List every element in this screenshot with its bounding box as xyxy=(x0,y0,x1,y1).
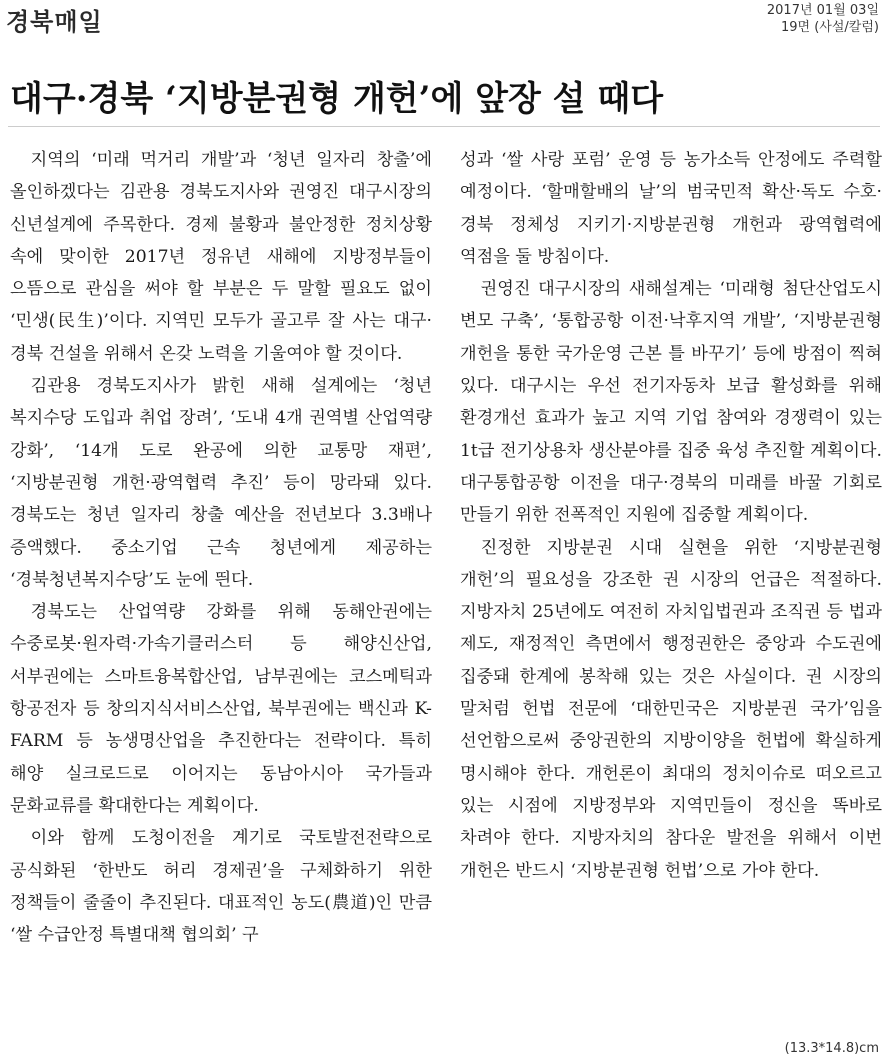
paragraph: 이와 함께 도청이전을 계기로 국토발전전략으로 공식화된 ‘한반도 허리 경제권’을 구체화하기 위한 정책들이 줄줄이 추진된다. 대표적인 농도(農道)인 만큼 ‘쌀 수급안정 특별대책 협의회’ 구 xyxy=(10,828,432,946)
article-size-note: (13.3*14.8)cm xyxy=(784,1041,879,1056)
paragraph-continued: 성과 ‘쌀 사랑 포럼’ 운영 등 농가소득 안정에도 주력할 예정이다. ‘할매할배의 날’의 범국민적 확산·독도 수호·경북 정체성 지키기·지방분권형 개헌과 광역협력에 역점을 둘 방침이다. xyxy=(460,150,882,267)
paragraph: 진정한 지방분권 시대 실현을 위한 ‘지방분권형 개헌’의 필요성을 강조한 권 시장의 언급은 적절하다. 지방자치 25년에도 여전히 자치입법권과 조직권 등 법과 제도, 재정적인 측면에서 행정권한은 중앙과 수도권에 집중돼 한계에 봉착해 있는 것은 사실이다. 권 시장의 말처럼 헌법 전문에 ‘대한민국은 지방분권 국가’임을 선언함으로써 중앙권한의 지방이양을 헌법에 확실하게 명시해야 한다. 개헌론이 최대의 정치이슈로 떠오르고 있는 시점에 지방정부와 지역민들이 정신을 똑바로 차려야 한다. 지방자치의 참다운 발전을 위해서 이번 개헌은 반드시 ‘지방분권형 헌법’으로 가야 한다. xyxy=(460,537,882,881)
article-headline: 대구·경북 ‘지방분권형 개헌’에 앞장 설 때다 xyxy=(10,78,664,119)
paragraph: 지역의 ‘미래 먹거리 개발’과 ‘청년 일자리 창출’에 올인하겠다는 김관용 경북도지사와 권영진 대구시장의 신년설계에 주목한다. 경제 불황과 불안정한 정치상황 속에 맞이한 2017년 정유년 새해에 지방정부들이 으뜸으로 관심을 써야 할 부분은 두 말할 필요도 없이 ‘민생(民生)’이다. 지역민 모두가 골고루 잘 사는 대구·경북 건설을 위해서 온갖 노력을 기울여야 할 것이다. xyxy=(10,150,432,364)
page-section: 19면 (사설/칼럼) xyxy=(781,20,879,35)
paragraph: 권영진 대구시장의 새해설계는 ‘미래형 첨단산업도시 변모 구축’, ‘통합공항 이전·낙후지역 개발’, ‘지방분권형 개헌을 통한 국가운영 근본 틀 바꾸기’ 등에 방점이 찍혀 있다. 대구시는 우선 전기자동차 보급 활성화를 위해 환경개선 효과가 높고 지역 기업 참여와 경쟁력이 있는 1t급 전기상용차 생산분야를 집중 육성 추진할 계획이다. 대구통합공항 이전을 대구·경북의 미래를 바꿀 기회로 만들기 위한 전폭적인 지원에 집중할 계획이다. xyxy=(460,279,882,526)
headline-divider xyxy=(8,126,880,127)
publish-date: 2017년 01월 03일 xyxy=(766,3,879,18)
article-meta xyxy=(767,2,879,36)
article-column-left xyxy=(10,144,432,951)
paragraph: 경북도는 산업역량 강화를 위해 동해안권에는 수중로봇·원자력·가속기클러스터 등 해양신산업, 서부권에는 스마트융복합산업, 남부권에는 코스메틱과 항공전자 등 창의지식서비스산업, 북부권에는 백신과 K-FARM 등 농생명산업을 추진한다는 전략이다. 특히 해양 실크로드로 이어지는 동남아시아 국가들과 문화교류를 확대한다는 계획이다. xyxy=(10,602,432,816)
paragraph: 김관용 경북도지사가 밝힌 새해 설계에는 ‘청년 복지수당 도입과 취업 장려’, ‘도내 4개 권역별 산업역량 강화’, ‘14개 도로 완공에 의한 교통망 재편’, ‘지방분권형 개헌·광역협력 추진’ 등이 망라돼 있다. 경북도는 청년 일자리 창출 예산을 전년보다 3.3배나 증액했다. 중소기업 근속 청년에게 제공하는 ‘경북청년복지수당’도 눈에 띈다. xyxy=(10,376,432,590)
article-column-right xyxy=(460,144,882,887)
newspaper-logo: 경북매일 xyxy=(6,8,103,36)
